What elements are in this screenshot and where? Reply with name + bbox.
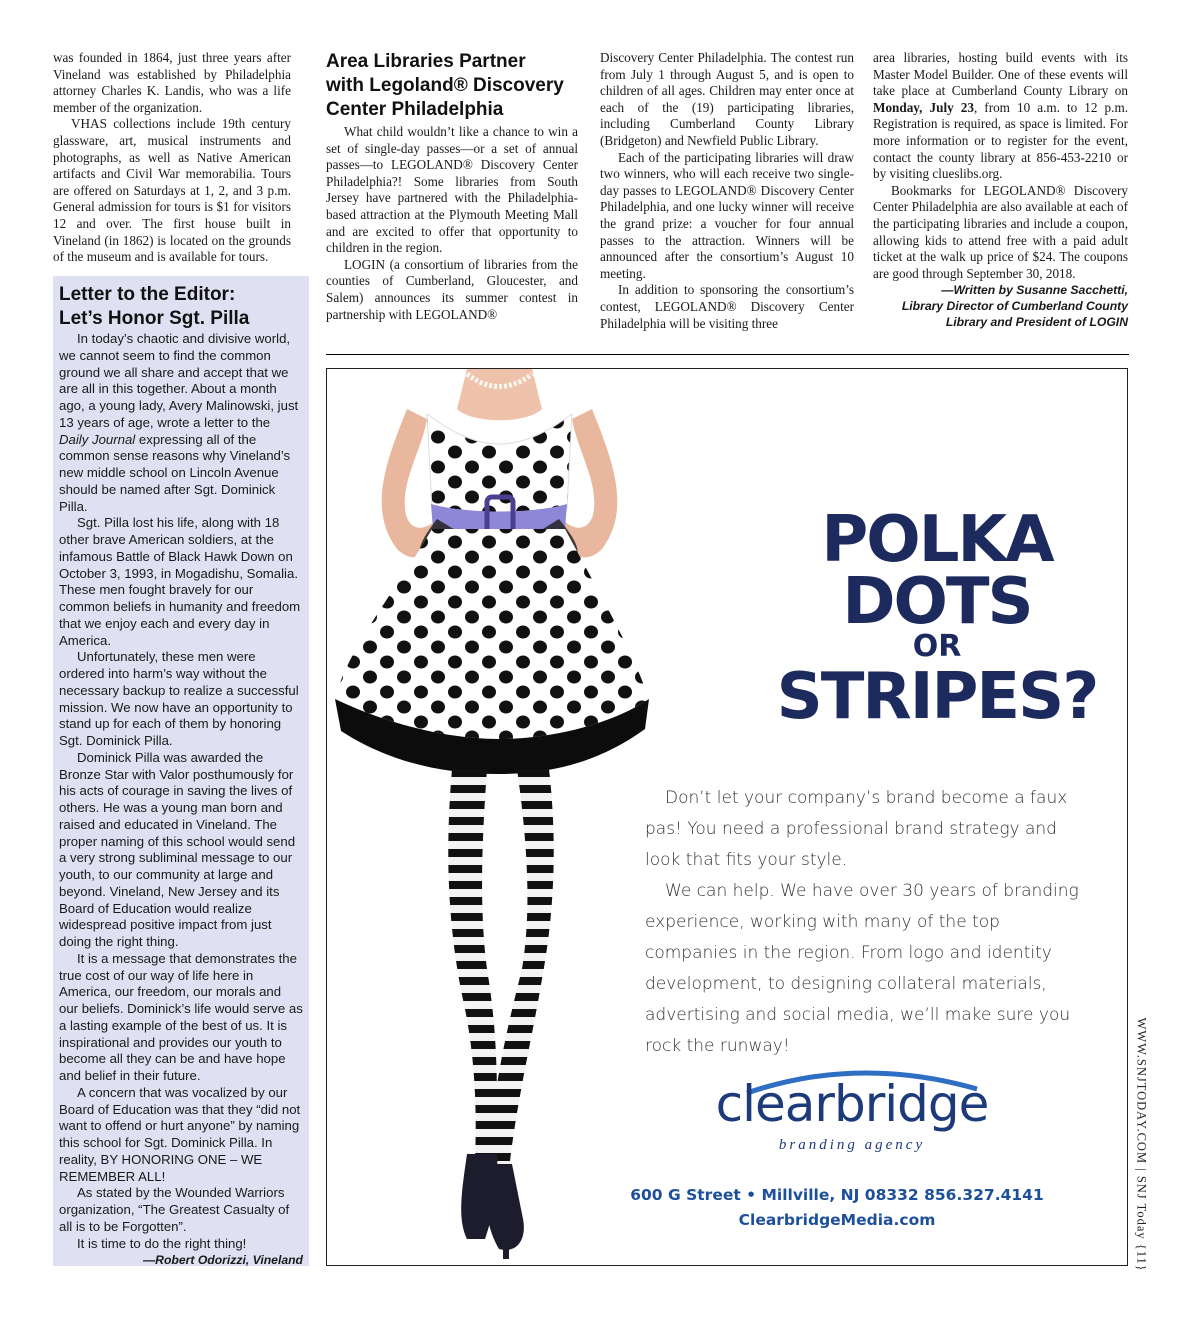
page-footer-vertical bbox=[1131, 1010, 1151, 1270]
vhas-article-end bbox=[53, 50, 291, 266]
ad-body-copy bbox=[645, 783, 1085, 1062]
clearbridge-advertisement bbox=[326, 368, 1128, 1266]
paragraph: We can help. We have over 30 years of branding experience, working with many of the top companies in the region. From logo and identity development, to designing collateral materials, advertising and social media, we’ll make sure you rock the runway! bbox=[645, 881, 1079, 1056]
paragraph: Dominick Pilla was awarded the Bronze Star with Valor posthumously for his acts of courage in saving the lives of others. He was a young man born and raised and educated in Vineland. The proper naming of this school would send a very strong subliminal message to our youth, to our community at large and beyond. Vineland, New Jersey and its Board of Education would realize widespread positive impact from just doing the right thing. bbox=[59, 749, 296, 949]
paragraph: was founded in 1864, just three years after Vineland was established by Philadelphia attorney Charles K. Landis, who was a life member of the organization. bbox=[53, 50, 291, 115]
paragraph: LOGIN (a consortium of libraries from the counties of Cumberland, Gloucester, and Salem) announces its summer contest in partnership with LEGOLAND® bbox=[326, 256, 578, 322]
libraries-article-col3 bbox=[600, 50, 854, 332]
ad-contact bbox=[587, 1183, 1087, 1233]
paragraph: It is time to do the right thing! bbox=[77, 1235, 247, 1251]
paragraph: Sgt. Pilla lost his life, along with 18 other brave American soldiers, at the infamous Battle of Black Hawk Down on October 3, 1993, in Mogadishu, Somalia. These men fought bravely for our common beliefs in humanity and freedom that we enjoy each and every day in America. bbox=[59, 515, 301, 648]
ad-address: 600 G Street • Millville, NJ 08332 856.327.4141 bbox=[630, 1186, 1044, 1204]
ad-headline-or: OR bbox=[912, 629, 962, 664]
letter-signature: —Robert Odorizzi, Vineland bbox=[142, 1253, 303, 1268]
paragraph: VHAS collections include 19th century glassware, art, musical instruments and photographs, as well as Native American artifacts and Civil War memorabilia. Tours are offered on Saturdays at 1, 2, and 3 p.m. General admission for tours is $1 for visitors 12 and over. The first house built in Vineland (in 1862) is located on the grounds of the museum and is available for tours. bbox=[53, 116, 291, 265]
paragraph: Bookmarks for LEGOLAND® Discovery Center Philadelphia are also available at each of the participating libraries and include a coupon, allowing kids to attend free with a paid adult ticket at the walk up price of $24. The coupons are good through September 30, 2018. bbox=[873, 182, 1128, 281]
paragraph: Unfortunately, these men were ordered into harm’s way without the necessary backup to realize a successful mission. We now have an opportunity to stand up for each of them by honoring Sgt. Dominick Pilla. bbox=[59, 649, 299, 748]
ad-headline-stripes: STRIPES? bbox=[776, 660, 1098, 734]
ad-headline-dots: DOTS bbox=[842, 565, 1032, 639]
polka-dot-dress-figure bbox=[327, 369, 657, 1266]
clearbridge-logo: clearbridge branding agency bbox=[687, 1069, 1017, 1169]
site-and-page-number: WWW.SNJTODAY.COM | SNJ Today {11} bbox=[1134, 1017, 1149, 1272]
paragraph: As stated by the Wounded Warriors organization, “The Greatest Casualty of all is to be Forgotten”. bbox=[59, 1185, 290, 1234]
ad-website: ClearbridgeMedia.com bbox=[738, 1211, 936, 1229]
paragraph: In addition to sponsoring the consortium’s contest, LEGOLAND® Discovery Center Philadelphia will be visiting three bbox=[600, 282, 854, 331]
section-divider bbox=[326, 354, 1129, 355]
libraries-article-col2 bbox=[326, 50, 578, 323]
paragraph: It is a message that demonstrates the true cost of our way of life here in America, our freedom, our morals and our beliefs. Dominick’s life would serve as a lasting example of the best of us. It is inspirational and provides our youth to become all they can be and have hope and belief in their future. bbox=[59, 950, 303, 1083]
letter-title: Letter to the Editor: Let’s Honor Sgt. Pilla bbox=[59, 284, 250, 329]
paragraph: What child wouldn’t like a chance to win a set of single-day passes—or a set of annual passes—to LEGOLAND® Discovery Center Philadelphia?! Some libraries from South Jersey have partnered with the Philadelphia-based attraction at the Plymouth Meeting Mall and are excited to offer that opportunity to children in the region. bbox=[326, 124, 578, 256]
libraries-title: Area Libraries Partner with Legoland® Discovery Center Philadelphia bbox=[326, 51, 564, 120]
paragraph: area libraries, hosting build events with its Master Model Builder. One of these events will take place at Cumberland County Library on Monday, July 23, from 10 a.m. to 12 p.m. Registration is required, as space is limited. For more information or to register for the event, contact the county library at 856-453-2210 or by visiting clueslibs.org. bbox=[873, 50, 1128, 182]
paragraph: Discovery Center Philadelphia. The contest run from July 1 through August 5, and is open to children of all ages. Children may enter once at each of the (19) participating libraries, including Cumberland County Library (Bridgeton) and Newfield Public Library. bbox=[600, 50, 854, 148]
letter-to-editor bbox=[59, 283, 303, 1268]
paragraph: Don’t let your company’s brand become a faux pas! You need a professional brand strategy and look that fits your style. bbox=[645, 788, 1068, 870]
paragraph: In today’s chaotic and divisive world, we cannot seem to find the common ground we all share and accept that we are all in this together. About a month ago, a young lady, Avery Malinowski, just 13 years of age, wrote a letter to the Daily Journal expressing all of the common sense reasons why Vineland’s new middle school on Lincoln Avenue should be named after Sgt. Dominick Pilla. bbox=[59, 331, 299, 514]
libraries-article-col4 bbox=[873, 50, 1128, 330]
paragraph: Each of the participating libraries will draw two winners, who will each receive two single-day passes to LEGOLAND® Discovery Center Philadelphia, and one lucky winner will receive the grand prize: a voucher for four annual passes to the attraction. Winners will be announced after the consortium’s August 10 meeting. bbox=[600, 149, 854, 281]
paragraph: A concern that was vocalized by our Board of Education was that they “did not want to offend or hurt anyone” by naming this school for Sgt. Dominick Pilla. In reality, BY HONORING ONE – WE REMEMBER ALL! bbox=[59, 1084, 301, 1184]
libraries-signature: —Written by Susanne Sacchetti, Library Director of Cumberland County Library and President of LOGIN bbox=[901, 283, 1128, 330]
ad-headline-polka: POLKA bbox=[821, 503, 1053, 577]
